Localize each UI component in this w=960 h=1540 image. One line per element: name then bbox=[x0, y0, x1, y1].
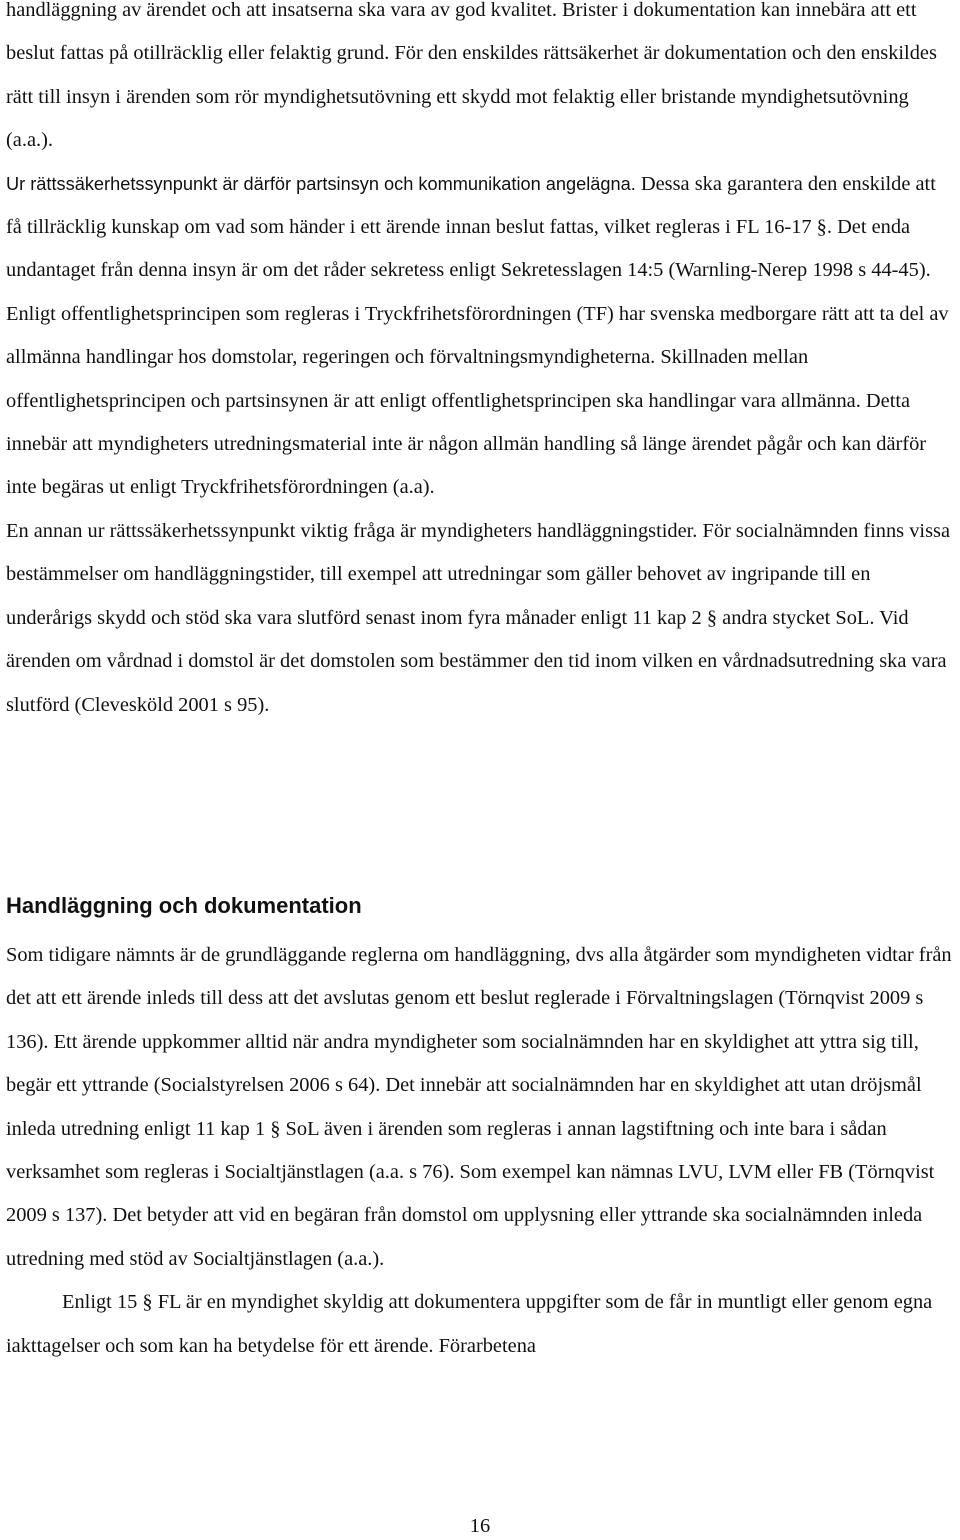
paragraph-handling-rules: Som tidigare nämnts är de grundläggande reglerna om handläggning, dvs alla åtgärder som myndigheten vidtar från det att ett ärende inleds till dess att det avslutas genom ett beslut reglerade i Förvaltningslagen (Törnqvist 2009 s 136). Ett ärende uppkommer alltid när andra myndigheter som socialnämnden har en skyldighet att yttra sig till, begär ett yttrande (Socialstyrelsen 2006 s 64). Det innebär att socialnämnden har en skyldighet att utan dröjsmål inleda utredning enligt 11 kap 1 § SoL även i ärenden som regleras i annan lagstiftning och inte bara i sådan verksamhet som regleras i Socialtjänstlagen (a.a. s 76). Som exempel kan nämnas LVU, LVM eller FB (Törnqvist 2009 s 137). Det betyder att vid en begäran från domstol om upplysning eller yttrande ska socialnämnden inleda utredning med stöd av Socialtjänstlagen (a.a.). bbox=[6, 944, 952, 1270]
paragraph-party-insight bbox=[6, 163, 954, 510]
paragraph-processing-times: En annan ur rättssäkerhetssynpunkt viktig fråga är myndigheters handläggningstider. För socialnämnden finns vissa bestämmelser om handläggningstider, till exempel att utredningar som gäller behovet av ingripande till en underårigs skydd och stöd ska vara slutförd senast inom fyra månader enligt 11 kap 2 § andra stycket SoL. Vid ärenden om vårdnad i domstol är det domstolen som bestämmer den tid inom vilken en vårdnadsutredning ska vara slutförd (Clevesköld 2001 s 95). bbox=[6, 519, 950, 716]
emphasized-sentence: Ur rättssäkerhetssynpunkt är därför partsinsyn och kommunikation angelägna. bbox=[6, 173, 636, 194]
page-number: 16 bbox=[469, 1515, 491, 1537]
paragraph-documentation-rights: handläggning av ärendet och att insatserna ska vara av god kvalitet. Brister i dokumentation kan innebära att ett beslut fattas på otillräcklig eller felaktig grund. För den enskildes rättsäkerhet är dokumentation och den enskildes rätt till insyn i ärenden som rör myndighetsutövning ett skydd mot felaktig eller bristande myndighetsutövning (a.a.). bbox=[6, 0, 937, 152]
document-page bbox=[6, 0, 954, 727]
paragraph-party-insight-body: Dessa ska garantera den enskilde att få tillräcklig kunskap om vad som händer i ett ärende innan beslut fattas, vilket regleras i FL 16-17 §. Det enda undantaget från denna insyn är om det råder sekretess enligt Sekretesslagen 14:5 (Warnling-Nerep 1998 s 44-45). Enligt offentlighetsprincipen som regleras i Tryckfrihetsförordningen (TF) har svenska medborgare rätt att ta del av allmänna handlingar hos domstolar, regeringen och förvaltningsmyndigheterna. Skillnaden mellan offentlighetsprincipen och partsinsynen är att enligt offentlighetsprincipen ska handlingar vara allmänna. Detta innebär att myndigheters utredningsmaterial inte är någon allmän handling så länge ärendet pågår och kan därför inte begäras ut enligt Tryckfrihetsförordningen (a.a). bbox=[6, 172, 949, 499]
section-heading: Handläggning och dokumentation bbox=[6, 893, 362, 918]
paragraph-documentation-duty: Enligt 15 § FL är en myndighet skyldig att dokumentera uppgifter som de får in muntligt eller genom egna iakttagelser och som kan ha betydelse för ett ärende. Förarbetena bbox=[6, 1291, 933, 1357]
section-handling bbox=[6, 934, 954, 1368]
